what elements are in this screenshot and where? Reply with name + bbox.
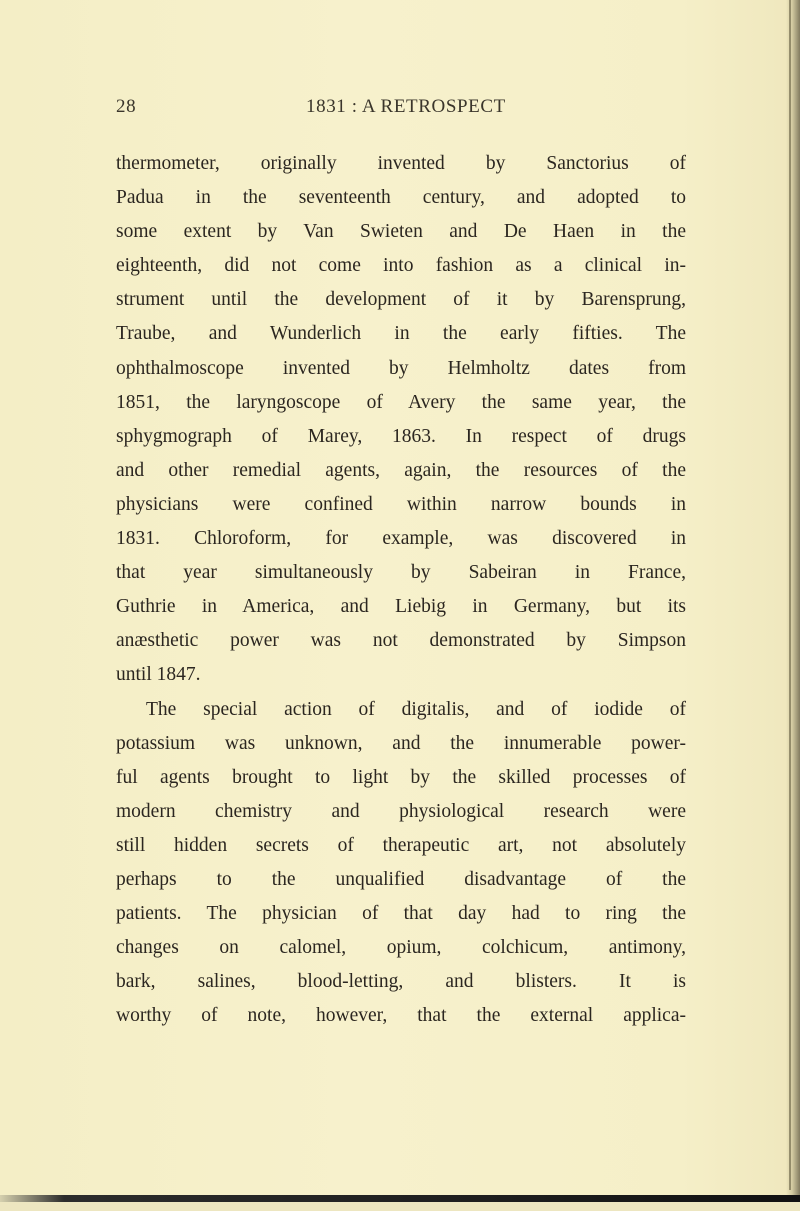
text-line: still hidden secrets of therapeutic art, not absolutely (116, 834, 686, 856)
text-line: that year simultaneously by Sabeiran in France, (116, 562, 686, 584)
text-line: Guthrie in America, and Liebig in Germany, but its (116, 596, 686, 618)
text-line: some extent by Van Swieten and De Haen in the (116, 221, 686, 243)
text-line: perhaps to the unqualified disadvantage of the (116, 868, 686, 890)
text-line: sphygmograph of Marey, 1863. In respect of drugs (116, 425, 686, 447)
text-line: bark, salines, blood-letting, and blisters. It is (116, 971, 686, 993)
text-line: Padua in the seventeenth century, and adopted to (116, 187, 686, 209)
text-line: modern chemistry and physiological research were (116, 800, 686, 822)
bottom-margin (0, 1202, 800, 1211)
bottom-edge-rule (0, 1195, 800, 1202)
text-line: patients. The physician of that day had to ring the (116, 903, 686, 925)
text-line: Traube, and Wunderlich in the early fifties. The (116, 323, 686, 345)
paragraph-1 (116, 147, 686, 693)
text-line: changes on calomel, opium, colchicum, antimony, (116, 937, 686, 959)
text-line: until 1847. (116, 664, 201, 686)
running-head: 1831 : A RETROSPECT (306, 96, 506, 117)
text-line: worthy of note, however, that the external applica- (116, 1005, 686, 1027)
text-line: strument until the development of it by Barensprung, (116, 289, 686, 311)
text-line: anæsthetic power was not demonstrated by Simpson (116, 630, 686, 652)
text-line: ful agents brought to light by the skilled processes of (116, 766, 686, 788)
page-number: 28 (116, 96, 137, 117)
body-text (116, 147, 686, 1033)
text-line: The special action of digitalis, and of iodide of (146, 698, 686, 720)
text-line: 1831. Chloroform, for example, was discovered in (116, 528, 686, 550)
paragraph-2 (116, 693, 686, 1034)
page-header (116, 96, 686, 126)
page-edge-line (789, 0, 791, 1190)
text-line: eighteenth, did not come into fashion as a clinical in- (116, 255, 686, 277)
text-line: thermometer, originally invented by Sanctorius of (116, 153, 686, 174)
text-line: ophthalmoscope invented by Helmholtz dates from (116, 357, 686, 379)
text-line: 1851, the laryngoscope of Avery the same year, the (116, 391, 686, 413)
text-line: and other remedial agents, again, the resources of the (116, 459, 686, 481)
text-line: potassium was unknown, and the innumerable power- (116, 732, 686, 754)
text-line: physicians were confined within narrow bounds in (116, 493, 686, 515)
